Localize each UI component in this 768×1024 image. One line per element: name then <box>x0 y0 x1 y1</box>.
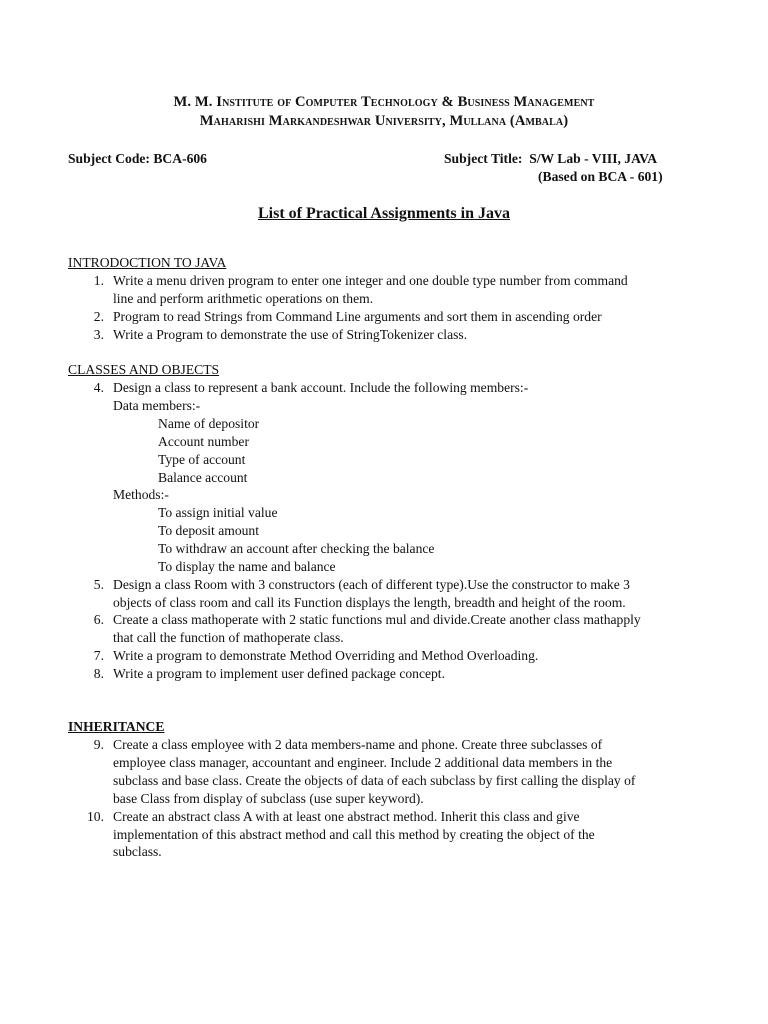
item-number: 8. <box>93 666 104 681</box>
item-number: 10. <box>87 809 104 824</box>
method-item: To display the name and balance <box>158 559 336 574</box>
item-number: 4. <box>93 380 104 395</box>
method-item: To deposit amount <box>158 523 259 538</box>
item-number: 3. <box>93 327 104 342</box>
data-member: Name of depositor <box>158 416 260 431</box>
item-number: 9. <box>93 737 104 752</box>
subject-code-value: BCA-606 <box>153 151 207 166</box>
methods-label: Methods:- <box>113 487 169 502</box>
subject-title <box>444 150 657 168</box>
item-text-line: subclass and base class. Create the objects of data of each subclass by first calling the display of <box>113 773 636 788</box>
item-text-line: Create a class employee with 2 data members-name and phone. Create three subclasses of <box>113 737 603 752</box>
subject-code-label: Subject Code: <box>68 151 150 166</box>
item-text-line: Design a class to represent a bank account. Include the following members:- <box>113 380 529 395</box>
data-member: Balance account <box>158 470 248 485</box>
item-text-line: Write a menu driven program to enter one integer and one double type number from command <box>113 273 628 288</box>
data-members-label: Data members:- <box>113 398 201 413</box>
university-name: Maharishi Markandeshwar University, Mullana (Ambala) <box>199 113 569 129</box>
item-number: 2. <box>93 309 104 324</box>
item-number: 6. <box>93 612 104 627</box>
institute-name: M. M. Institute of Computer Technology & Business Management <box>173 94 595 110</box>
item-number: 7. <box>93 648 104 663</box>
item-text-line: Create an abstract class A with at least one abstract method. Inherit this class and give <box>113 809 580 824</box>
data-member: Type of account <box>158 452 246 467</box>
subject-title-label: Subject Title: <box>444 151 523 166</box>
data-member: Account number <box>158 434 249 449</box>
item-text-line: implementation of this abstract method and call this method by creating the object of the <box>113 827 595 842</box>
item-text-line: objects of class room and call its Function displays the length, breadth and height of the room. <box>113 595 626 610</box>
based-on-note: (Based on BCA - 601) <box>538 169 663 184</box>
item-text-line: employee class manager, accountant and engineer. Include 2 additional data members in the <box>113 755 613 770</box>
item-text-line: that call the function of mathoperate class. <box>113 630 344 645</box>
item-text-line: Write a program to implement user defined package concept. <box>113 666 445 681</box>
item-text-line: Design a class Room with 3 constructors (each of different type).Use the constructor to make 3 <box>113 577 630 592</box>
item-number: 5. <box>93 577 104 592</box>
item-text-line: line and perform arithmetic operations on them. <box>113 291 374 306</box>
method-item: To assign initial value <box>158 505 278 520</box>
document-title: List of Practical Assignments in Java <box>258 205 510 222</box>
item-text-line: base Class from display of subclass (use super keyword). <box>113 791 424 806</box>
section-heading-inheritance: INHERITANCE <box>68 719 165 734</box>
item-text-line: Write a Program to demonstrate the use of StringTokenizer class. <box>113 327 468 342</box>
section-heading-classes: CLASSES AND OBJECTS <box>68 362 220 377</box>
subject-code <box>68 150 207 168</box>
item-text-line: Write a program to demonstrate Method Overriding and Method Overloading. <box>113 648 539 663</box>
item-text-line: Program to read Strings from Command Line arguments and sort them in ascending order <box>113 309 602 324</box>
section-heading-intro: INTRODOCTION TO JAVA <box>68 255 227 270</box>
item-text-line: Create a class mathoperate with 2 static functions mul and divide.Create another class mathapply <box>113 612 641 627</box>
item-text-line: subclass. <box>113 844 162 859</box>
subject-title-value: S/W Lab - VIII, JAVA <box>529 151 658 166</box>
item-number: 1. <box>93 273 104 288</box>
method-item: To withdraw an account after checking the balance <box>158 541 435 556</box>
